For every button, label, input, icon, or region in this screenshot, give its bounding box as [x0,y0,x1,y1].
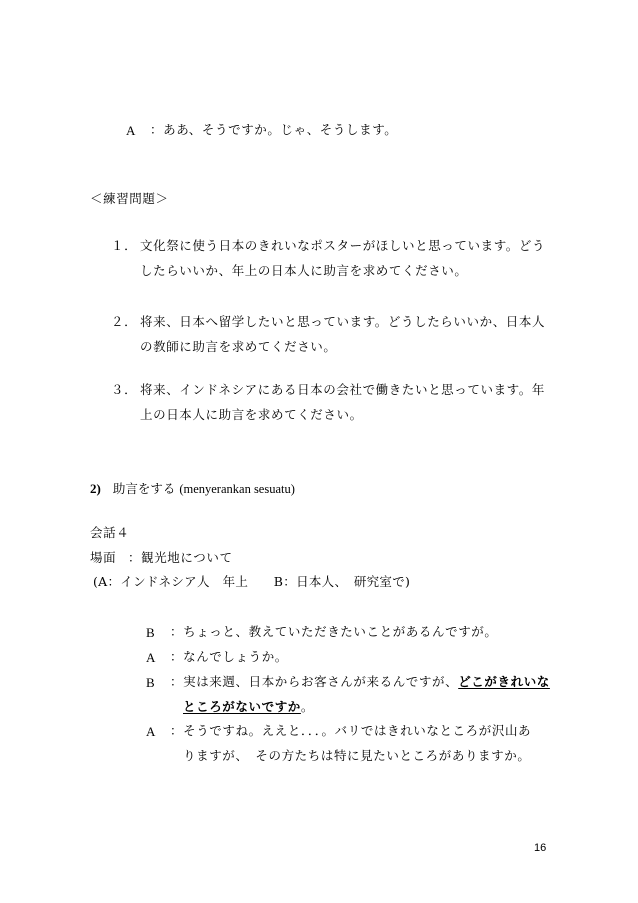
dialogue-text: ：そうですね。ええと．．．。バリではきれいなところが沢山あ [170,723,532,738]
dialogue-text: ：ああ、そうですか。じゃ、そうします。 [150,122,398,137]
exercise-text: 将来、日本へ留学したいと思っています。どうしたらいいか、日本人 [140,314,546,329]
dialogue-text: ：なんでしょうか。 [170,649,288,664]
dialogue-text: りますが、 その方たちは特に見たいところがありますか。 [183,748,531,763]
dialogue-text [183,701,314,714]
scene-text: ：観光地について [128,550,233,565]
exercise-text: の教師に助言を求めてください。 [140,339,337,354]
emphasized-phrase: ところがないですか [183,699,301,714]
exercise-number: １． [111,238,138,253]
page-number: 16 [534,842,547,854]
section-number: 2) [90,481,101,496]
roles-line: (A：インドネシア人 年上 B：日本人、 研究室で) [93,574,411,589]
exercise-text: したらいいか、年上の日本人に助言を求めてください。 [140,263,468,278]
speaker-label: A [146,650,156,665]
exercise-number: ３． [111,382,138,397]
speaker-label: A [146,724,156,739]
exercise-number: ２． [111,314,138,329]
section-title-jp: 助言をする [112,481,176,496]
speaker-label: B [146,675,155,690]
section-title-latin: (menyerankan sesuatu) [179,482,295,496]
dialogue-text-plain: ：実は来週、日本からお客さんが来るんですが、 [170,674,459,689]
section-heading [90,482,295,496]
dialogue-text: ：ちょっと、教えていただきたいことがあるんですが。 [170,624,498,639]
exercise-text: 文化祭に使う日本のきれいなポスターがほしいと思っています。どう [140,238,546,253]
exercise-heading: ＜練習問題＞ [90,191,169,206]
emphasized-phrase: どこがきれいな [458,674,550,689]
exercise-text: 将来、インドネシアにある日本の会社で働きたいと思っています。年 [140,382,545,397]
speaker-label: A [126,123,136,138]
dialogue-text [170,676,550,689]
exercise-text: 上の日本人に助言を求めてください。 [140,407,363,422]
conversation-title: 会話４ [90,525,130,540]
scene-label: 場面 [90,550,117,565]
speaker-label: B [146,625,155,640]
dialogue-text-tail: 。 [300,699,315,714]
